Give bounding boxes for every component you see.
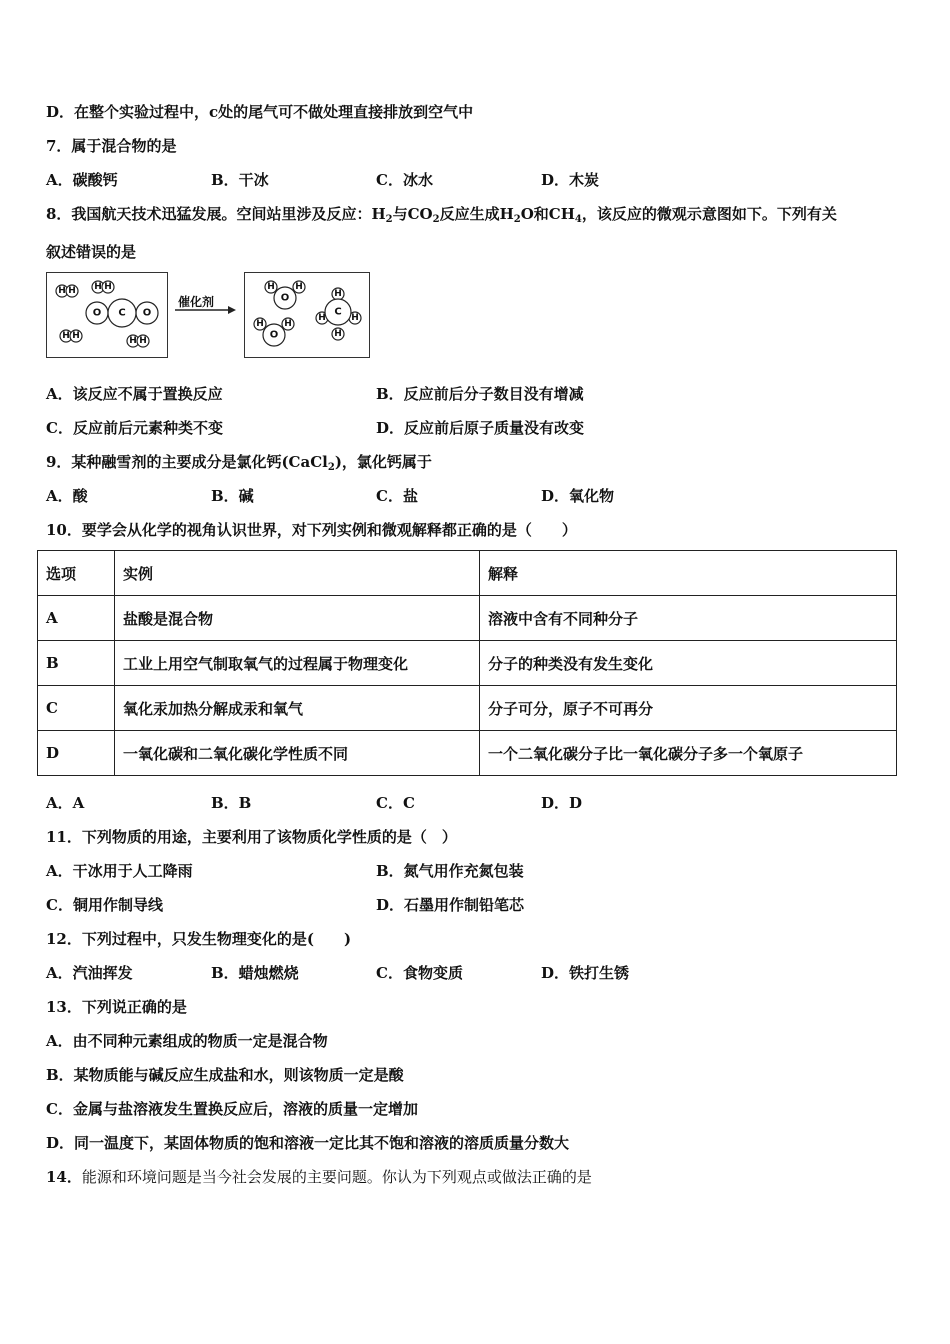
atom-h-label: H — [334, 329, 342, 339]
table-header-row — [38, 551, 897, 596]
table-cell: 溶液中含有不同种分子 — [480, 596, 897, 641]
q8-option-b: B．反应前后分子数目没有增减 — [376, 385, 584, 403]
atom-h-label: H — [256, 319, 264, 329]
q11-option-d: D．石墨用作制铅笔芯 — [376, 896, 525, 914]
q9-option-a: A．酸 — [46, 487, 88, 505]
table-cell: A — [38, 596, 115, 641]
atom-h-label: H — [129, 336, 137, 346]
atom-h-label: H — [284, 319, 292, 329]
atom-c-label: C — [118, 307, 126, 319]
q8-stem-part1: 8．我国航天技术迅猛发展。空间站里涉及反应：H — [46, 205, 386, 223]
q8-sub2: 2 — [432, 214, 440, 225]
q7-stem: 7．属于混合物的是 — [46, 137, 177, 155]
q8-stem-line2: 叙述错误的是 — [46, 243, 137, 261]
co2-molecule — [86, 299, 158, 327]
atom-h-label: H — [68, 286, 76, 296]
q10-table — [37, 550, 897, 776]
table-header: 解释 — [480, 551, 897, 596]
q12-stem: 12．下列过程中，只发生物理变化的是( ) — [46, 930, 352, 948]
q12-option-a: A．汽油挥发 — [46, 964, 133, 982]
atom-h-label: H — [334, 289, 342, 299]
arrow-head — [228, 306, 236, 314]
h2o-molecule — [254, 318, 294, 346]
q9-option-d: D．氧化物 — [541, 487, 615, 505]
table-cell: 盐酸是混合物 — [115, 596, 480, 641]
q10-option-d: D．D — [541, 794, 583, 812]
q8-stem-part4: O和CH — [520, 205, 575, 223]
q13-option-a: A．由不同种元素组成的物质一定是混合物 — [46, 1032, 328, 1050]
table-cell: 分子的种类没有发生变化 — [480, 641, 897, 686]
q8-sub4: 4 — [574, 214, 582, 225]
q10-option-b: B．B — [211, 794, 252, 812]
ch4-molecule — [316, 288, 361, 340]
atom-h-label: H — [318, 313, 326, 323]
q13-stem: 13．下列说正确的是 — [46, 998, 187, 1016]
q8-stem-part2: 与CO — [392, 205, 433, 223]
q8-stem-part5: ，该反应的微观示意图如下。下列有关 — [581, 205, 837, 223]
q9-option-c: C．盐 — [376, 487, 418, 505]
q8-option-d: D．反应前后原子质量没有改变 — [376, 419, 585, 437]
q10-option-c: C．C — [376, 794, 415, 812]
atom-h-label: H — [72, 331, 80, 341]
table-cell: 分子可分，原子不可再分 — [480, 686, 897, 731]
table-header: 选项 — [38, 551, 115, 596]
q11-option-c: C．铜用作制导线 — [46, 896, 163, 914]
h2-molecule — [92, 281, 114, 293]
atom-h-label: H — [139, 336, 147, 346]
table-row — [38, 686, 897, 731]
catalyst-label: 催化剂 — [178, 295, 215, 309]
q13-option-b: B．某物质能与碱反应生成盐和水，则该物质一定是酸 — [46, 1066, 404, 1084]
q10-option-a: A．A — [46, 794, 85, 812]
atom-h-label: H — [104, 282, 112, 292]
q11-stem: 11．下列物质的用途，主要利用了该物质化学性质的是（ ） — [46, 828, 457, 846]
q7-option-c: C．冰水 — [376, 171, 433, 189]
table-row — [38, 641, 897, 686]
q12-option-d: D．铁打生锈 — [541, 964, 630, 982]
q10-stem: 10．要学会从化学的视角认识世界，对下列实例和微观解释都正确的是（ ） — [46, 521, 577, 539]
q11-option-a: A．干冰用于人工降雨 — [46, 862, 193, 880]
q14-stem — [46, 1166, 592, 1187]
q14-text: 能源和环境问题是当今社会发展的主要问题。你认为下列观点或做法正确的是 — [81, 1168, 592, 1186]
atom-o-label: O — [269, 329, 279, 341]
q8-stem-part3: 反应生成H — [439, 205, 514, 223]
q13-option-d: D．同一温度下，某固体物质的饱和溶液一定比其不饱和溶液的溶质质量分数大 — [46, 1134, 570, 1152]
q9-stem-part2: )，氯化钙属于 — [334, 453, 432, 471]
atom-o-label: O — [280, 292, 290, 304]
q8-sub1: 2 — [385, 214, 393, 225]
q9-option-b: B．碱 — [211, 487, 254, 505]
q9-stem — [46, 451, 432, 473]
h2-molecule — [127, 335, 149, 347]
h2o-molecule — [265, 281, 305, 309]
table-cell: 一个二氧化碳分子比一氧化碳分子多一个氧原子 — [480, 731, 897, 776]
atom-h-label: H — [295, 282, 303, 292]
reaction-diagram — [0, 0, 950, 400]
table-header: 实例 — [115, 551, 480, 596]
q8-option-a: A．该反应不属于置换反应 — [46, 385, 223, 403]
q9-stem-part1: 9．某种融雪剂的主要成分是氯化钙(CaCl — [46, 453, 328, 471]
table-row — [38, 596, 897, 641]
table-cell: D — [38, 731, 115, 776]
q11-option-b: B．氮气用作充氮包装 — [376, 862, 524, 880]
atom-o-label: O — [142, 307, 152, 319]
q12-option-c: C．食物变质 — [376, 964, 463, 982]
table-cell: 工业上用空气制取氧气的过程属于物理变化 — [115, 641, 480, 686]
q9-sub: 2 — [327, 462, 335, 473]
table-row — [38, 731, 897, 776]
atom-c-label: C — [334, 306, 342, 318]
atom-h-label: H — [267, 282, 275, 292]
q12-option-b: B．蜡烛燃烧 — [211, 964, 299, 982]
q8-option-c: C．反应前后元素种类不变 — [46, 419, 223, 437]
q7-option-a: A．碳酸钙 — [46, 171, 118, 189]
h2-molecule — [60, 330, 82, 342]
atom-o-label: O — [92, 307, 102, 319]
atom-h-label: H — [58, 286, 66, 296]
atom-h-label: H — [62, 331, 70, 341]
q14-number: 14． — [46, 1168, 82, 1186]
q8-sub3: 2 — [513, 214, 521, 225]
h2-molecule — [56, 285, 78, 297]
table-cell: B — [38, 641, 115, 686]
q6-option-d: D．在整个实验过程中，c处的尾气可不做处理直接排放到空气中 — [46, 103, 474, 121]
table-cell: 氧化汞加热分解成汞和氧气 — [115, 686, 480, 731]
q13-option-c: C．金属与盐溶液发生置换反应后，溶液的质量一定增加 — [46, 1100, 418, 1118]
table-cell: C — [38, 686, 115, 731]
atom-h-label: H — [94, 282, 102, 292]
table-cell: 一氧化碳和二氧化碳化学性质不同 — [115, 731, 480, 776]
q7-option-b: B．干冰 — [211, 171, 269, 189]
atom-h-label: H — [351, 313, 359, 323]
q7-option-d: D．木炭 — [541, 171, 600, 189]
